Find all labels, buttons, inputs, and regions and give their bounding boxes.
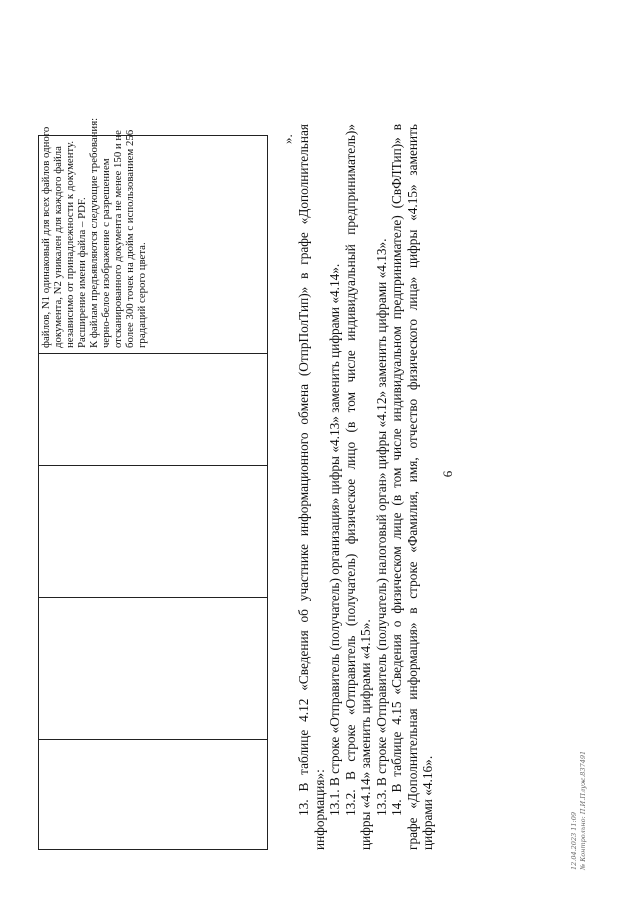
paragraph-13-2-cont: цифры «4.14» заменить цифрами «4.15». — [358, 619, 373, 850]
desc-line: К файлам предъявляются следующие требования: — [88, 117, 100, 348]
paragraph-13-cont: информация»: — [311, 769, 327, 850]
table-cell-empty — [39, 466, 268, 598]
stamp-number: № Контрольно: П.И.Плуж.837491 — [579, 750, 587, 870]
page-number: 6 — [440, 470, 455, 478]
closing-quote: ». — [280, 134, 295, 144]
stamp-date: 12.04.2023 11:09 — [570, 811, 578, 870]
desc-line: файлов, N1 одинаковый для всех файлов одного — [40, 126, 52, 348]
paragraph-14-cont: графе «Дополнительная информация» в строке «Фамилия, имя, отчество физического лица» цифры «4.15» заменить — [404, 124, 420, 850]
continuation-table — [38, 117, 268, 850]
desc-line: независимо от принадлежности к документу. — [64, 140, 76, 348]
table-row — [39, 136, 268, 850]
table-cell-description — [39, 117, 268, 354]
table-cell-empty — [39, 354, 268, 466]
desc-line: документа, N2 уникален для каждого файла — [52, 146, 64, 348]
paragraph-13-3: 13.3. В строке «Отправитель (получатель) налоговый орган» цифры «4.12» заменить цифрами «4.13». — [373, 238, 389, 816]
registration-stamp — [570, 751, 588, 870]
amendment-text — [296, 124, 436, 850]
paragraph-14-end: цифрами «4.16». — [420, 755, 435, 850]
paragraph-13: 13. В таблице 4.12 «Сведения об участнике информационного обмена (ОтпрПолТип)» в графе «Дополнительная — [296, 124, 311, 816]
desc-line: отсканированного документа не менее 150 и не — [112, 130, 124, 348]
table-cell-empty — [39, 598, 268, 740]
paragraph-13-2: 13.2. В строке «Отправитель (получатель) физическое лицо (в том числе индивидуальный предприниматель)» — [342, 124, 358, 816]
paragraph-14: 14. В таблице 4.15 «Сведения о физическом лице (в том числе индивидуальном предпринимателе) (СвФЛТип)» в — [389, 124, 404, 816]
desc-line: более 300 точек на дюйм с использованием 256 — [124, 129, 136, 348]
desc-line: градаций серого цвета. — [136, 242, 148, 348]
paragraph-13-1: 13.1. В строке «Отправитель (получатель) организация» цифры «4.13» заменить цифрами «4.14». — [327, 263, 342, 816]
desc-line: черно-белое изображение с разрешением — [100, 158, 112, 348]
desc-line: Расширение имени файла – PDF. — [76, 197, 88, 348]
table-cell-empty — [39, 740, 268, 850]
